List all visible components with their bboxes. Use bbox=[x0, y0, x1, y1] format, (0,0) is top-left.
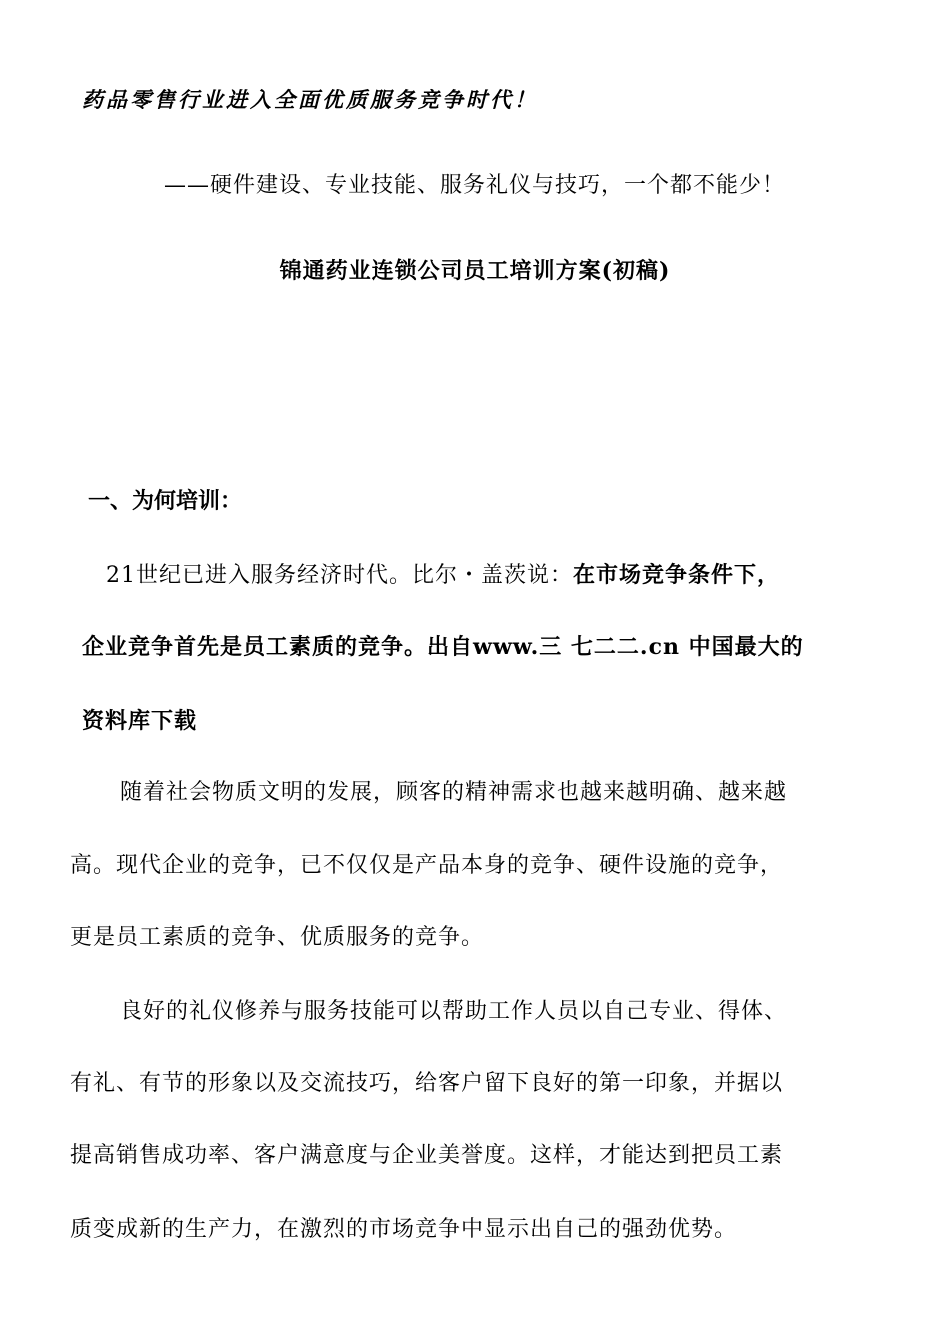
paragraph-line: 有礼、有节的形象以及交流技巧，给客户留下良好的第一印象，并据以 bbox=[70, 1071, 784, 1096]
section-heading: 一、为何培训： bbox=[88, 489, 243, 514]
paragraph-line: 更是员工素质的竞争、优质服务的竞争。 bbox=[70, 925, 485, 950]
quote-intro: 21世纪已进入服务经济时代。比尔・盖茨说： bbox=[106, 563, 573, 588]
paragraph-line: 随着社会物质文明的发展，顾客的精神需求也越来越明确、越来越 bbox=[120, 780, 788, 805]
headline: 药品零售行业进入全面优质服务竞争时代！ bbox=[82, 87, 538, 112]
paragraph-line: 企业竞争首先是员工素质的竞争。出自www.三 七二二.cn 中国最大的 bbox=[82, 634, 804, 660]
paragraph-line bbox=[106, 558, 780, 589]
document-title: 锦通药业连锁公司员工培训方案(初稿) bbox=[279, 258, 671, 284]
paragraph-line: 良好的礼仪修养与服务技能可以帮助工作人员以自己专业、得体、 bbox=[120, 999, 788, 1024]
paragraph-line: 高。现代企业的竞争，已不仅仅是产品本身的竞争、硬件设施的竞争， bbox=[70, 853, 784, 878]
paragraph-line: 资料库下载 bbox=[82, 708, 198, 734]
subheadline: ——硬件建设、专业技能、服务礼仪与技巧，一个都不能少！ bbox=[164, 173, 786, 198]
paragraph-line: 提高销售成功率、客户满意度与企业美誉度。这样，才能达到把员工素 bbox=[70, 1143, 784, 1168]
quote-emphasis: 在市场竞争条件下， bbox=[573, 562, 781, 588]
paragraph-line: 质变成新的生产力，在激烈的市场竞争中显示出自己的强劲优势。 bbox=[70, 1217, 738, 1242]
